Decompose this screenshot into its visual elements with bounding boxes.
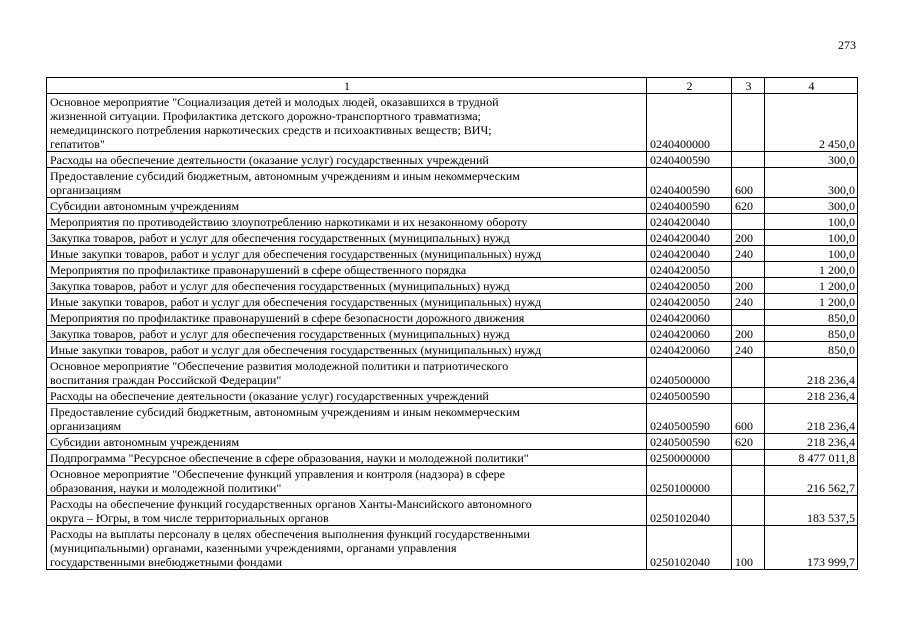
row-name-cell: Иные закупки товаров, работ и услуг для обеспечения государственных (муниципальных) нужд [47,294,647,310]
table-row [47,342,858,358]
row-type-cell: 240 [732,246,765,262]
row-code-cell: 0240420060 [647,310,732,326]
row-type-cell: 200 [732,278,765,294]
table-row [47,294,858,310]
row-sum-cell: 100,0 [765,230,858,246]
row-sum-cell: 1 200,0 [765,278,858,294]
table-row [47,278,858,294]
row-code-cell: 0240420040 [647,230,732,246]
row-code-cell: 0240400000 [647,94,732,152]
row-type-cell: 100 [732,526,765,570]
row-code-cell: 0240420040 [647,214,732,230]
table-row [47,466,858,496]
row-name-cell: Иные закупки товаров, работ и услуг для обеспечения государственных (муниципальных) нужд [47,342,647,358]
row-type-cell [732,214,765,230]
row-sum-cell: 8 477 011,8 [765,450,858,466]
row-name-cell: Закупка товаров, работ и услуг для обеспечения государственных (муниципальных) нужд [47,230,647,246]
row-type-cell [732,94,765,152]
table-row [47,94,858,152]
row-sum-cell: 216 562,7 [765,466,858,496]
row-sum-cell: 218 236,4 [765,434,858,450]
row-name-cell: Основное мероприятие "Обеспечение развития молодежной политики и патриотического воспитания граждан Российской Федерации" [47,358,647,388]
table-header-row [47,78,858,94]
row-sum-cell: 300,0 [765,198,858,214]
row-code-cell: 0240500590 [647,404,732,434]
row-sum-cell: 218 236,4 [765,388,858,404]
row-name-cell: Расходы на выплаты персоналу в целях обеспечения выполнения функций государственными (муниципальными) органами, казенными учреждениями, органами управления государственными внебюджетными фондами [47,526,647,570]
row-code-cell: 0240420050 [647,262,732,278]
row-type-cell [732,310,765,326]
table-row [47,358,858,388]
table-row [47,152,858,168]
header-col-2: 2 [647,78,732,94]
row-sum-cell: 218 236,4 [765,404,858,434]
row-type-cell [732,388,765,404]
table-row [47,434,858,450]
row-name-cell: Закупка товаров, работ и услуг для обеспечения государственных (муниципальных) нужд [47,326,647,342]
table-row [47,404,858,434]
row-name-cell: Подпрограмма "Ресурсное обеспечение в сфере образования, науки и молодежной политики" [47,450,647,466]
table-row [47,450,858,466]
row-code-cell: 0240500590 [647,434,732,450]
table-row [47,526,858,570]
row-code-cell: 0240400590 [647,152,732,168]
row-type-cell: 200 [732,230,765,246]
row-name-cell: Закупка товаров, работ и услуг для обеспечения государственных (муниципальных) нужд [47,278,647,294]
row-type-cell [732,358,765,388]
row-name-cell: Мероприятия по профилактике правонарушений в сфере общественного порядка [47,262,647,278]
row-name-cell: Субсидии автономным учреждениям [47,434,647,450]
page-number: 273 [838,38,856,52]
row-name-cell: Основное мероприятие "Социализация детей и молодых людей, оказавшихся в трудной жизненной ситуации. Профилактика детского дорожно-транспортного травматизма; немедицинского потребления наркотических средств и психоактивных веществ; ВИЧ; гепатитов" [47,94,647,152]
row-type-cell: 620 [732,198,765,214]
row-code-cell: 0240420060 [647,326,732,342]
row-sum-cell: 100,0 [765,246,858,262]
row-sum-cell: 300,0 [765,168,858,198]
row-type-cell: 200 [732,326,765,342]
table-row [47,246,858,262]
row-name-cell: Мероприятия по профилактике правонарушений в сфере безопасности дорожного движения [47,310,647,326]
row-type-cell [732,152,765,168]
table-row [47,214,858,230]
row-type-cell [732,496,765,526]
row-code-cell: 0240420060 [647,342,732,358]
row-sum-cell: 1 200,0 [765,262,858,278]
budget-table [46,77,858,570]
row-name-cell: Мероприятия по противодействию злоупотреблению наркотиками и их незаконному обороту [47,214,647,230]
row-name-cell: Расходы на обеспечение деятельности (оказание услуг) государственных учреждений [47,152,647,168]
row-sum-cell: 300,0 [765,152,858,168]
row-sum-cell: 850,0 [765,326,858,342]
row-sum-cell: 218 236,4 [765,358,858,388]
row-sum-cell: 2 450,0 [765,94,858,152]
table-row [47,230,858,246]
row-sum-cell: 173 999,7 [765,526,858,570]
row-code-cell: 0240400590 [647,198,732,214]
row-type-cell [732,466,765,496]
header-col-3: 3 [732,78,765,94]
row-name-cell: Расходы на обеспечение функций государственных органов Ханты-Мансийского автономного округа – Югры, в том числе территориальных органов [47,496,647,526]
row-sum-cell: 850,0 [765,342,858,358]
row-code-cell: 0240400590 [647,168,732,198]
row-type-cell: 600 [732,168,765,198]
budget-table-body [47,78,858,570]
table-row [47,326,858,342]
row-name-cell: Основное мероприятие "Обеспечение функций управления и контроля (надзора) в сфере образования, науки и молодежной политики" [47,466,647,496]
table-row [47,168,858,198]
row-type-cell: 620 [732,434,765,450]
row-sum-cell: 183 537,5 [765,496,858,526]
table-row [47,198,858,214]
row-code-cell: 0250102040 [647,526,732,570]
row-code-cell: 0250102040 [647,496,732,526]
header-col-4: 4 [765,78,858,94]
row-type-cell [732,262,765,278]
header-col-1: 1 [47,78,647,94]
row-name-cell: Иные закупки товаров, работ и услуг для обеспечения государственных (муниципальных) нужд [47,246,647,262]
row-code-cell: 0240500590 [647,388,732,404]
row-name-cell: Предоставление субсидий бюджетным, автономным учреждениям и иным некоммерческим организациям [47,168,647,198]
row-code-cell: 0240500000 [647,358,732,388]
row-code-cell: 0250100000 [647,466,732,496]
row-code-cell: 0240420050 [647,278,732,294]
row-code-cell: 0240420050 [647,294,732,310]
row-type-cell: 240 [732,294,765,310]
row-sum-cell: 850,0 [765,310,858,326]
table-row [47,262,858,278]
table-row [47,496,858,526]
row-code-cell: 0240420040 [647,246,732,262]
row-sum-cell: 1 200,0 [765,294,858,310]
row-type-cell: 600 [732,404,765,434]
row-name-cell: Субсидии автономным учреждениям [47,198,647,214]
row-sum-cell: 100,0 [765,214,858,230]
row-type-cell [732,450,765,466]
row-code-cell: 0250000000 [647,450,732,466]
row-name-cell: Расходы на обеспечение деятельности (оказание услуг) государственных учреждений [47,388,647,404]
table-row [47,310,858,326]
row-type-cell: 240 [732,342,765,358]
table-row [47,388,858,404]
row-name-cell: Предоставление субсидий бюджетным, автономным учреждениям и иным некоммерческим организациям [47,404,647,434]
